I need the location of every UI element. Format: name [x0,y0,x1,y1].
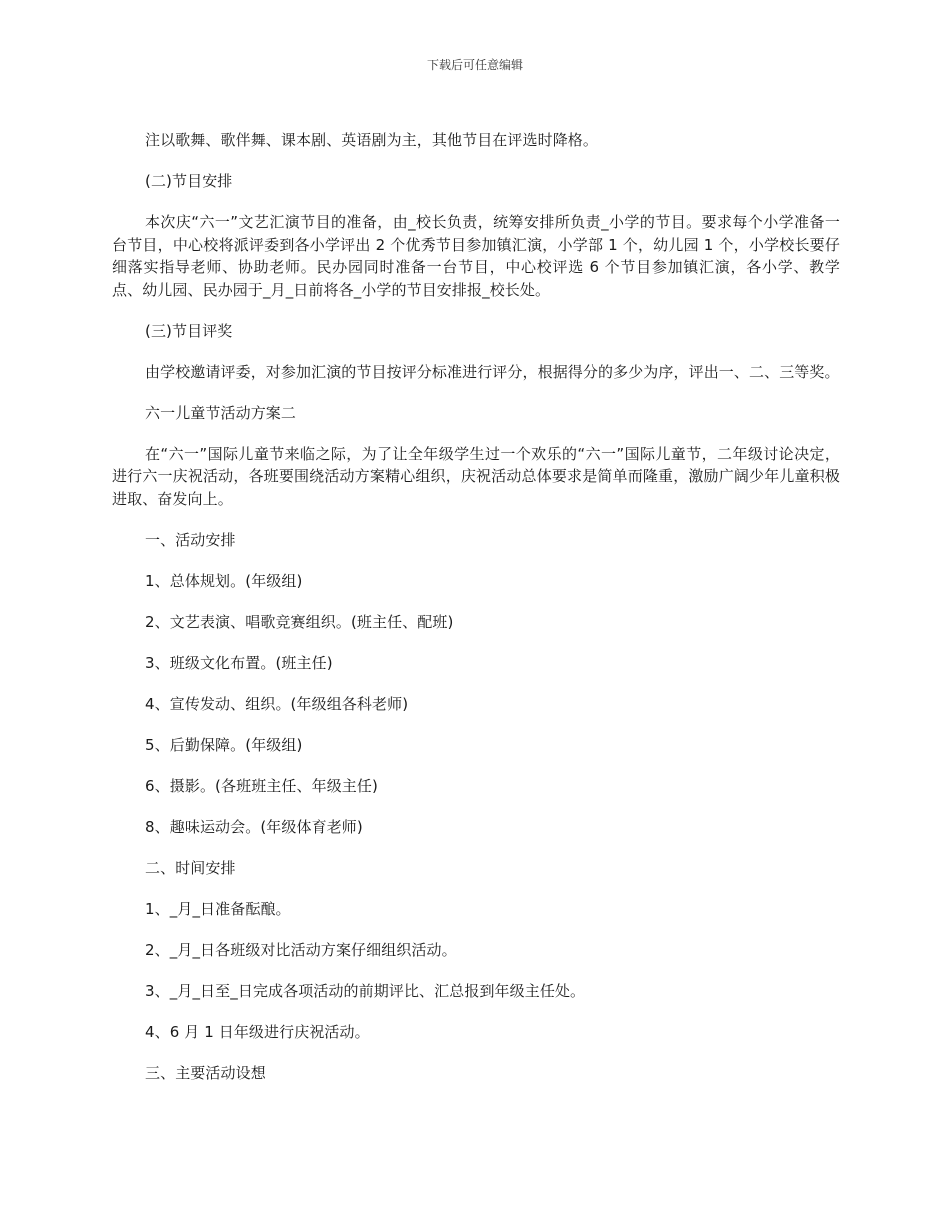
page-header: 下载后可任意编辑 [426,58,523,72]
section-heading: (二)节目安排 [145,172,233,190]
list-item: 2、文艺表演、唱歌竞赛组织。(班主任、配班) [145,612,454,631]
list-item: 5、后勤保障。(年级组) [145,735,303,754]
section-heading: 一、活动安排 [145,530,236,549]
section-heading: 三、主要活动设想 [145,1063,266,1082]
list-item: 2、_月_日各班级对比活动方案仔细组织活动。 [145,940,457,959]
list-item: 3、班级文化布置。(班主任) [145,653,333,672]
paragraph: 在“六一”国际儿童节来临之际，为了让全年级学生过一个欢乐的“六一”国际儿童节，二年级讨论决定，进行六一庆祝活动，各班要围绕活动方案精心组织，庆祝活动总体要求是简单而隆重，激励广阔少年儿童积极进取、奋发向上。 [112,444,840,508]
paragraph: 本次庆“六一”文艺汇演节目的准备，由_校长负责，统筹安排所负责_小学的节目。要求每个小学准备一台节目，中心校将派评委到各小学评出 2 个优秀节目参加镇汇演，小学部 1 个，幼儿园 1 个，小学校长要仔细落实指导老师、协助老师。民办园同时准备一台节目，中心校评选 6 个节目参加镇汇演，各小学、教学点、幼儿园、民办园于_月_日前将各_小学的节目安排报_校长处。 [112,213,840,299]
paragraph: 注以歌舞、歌伴舞、课本剧、英语剧为主，其他节目在评选时降格。 [145,131,599,149]
list-item: 8、趣味运动会。(年级体育老师) [145,817,363,836]
list-item: 4、宣传发动、组织。(年级组各科老师) [145,694,409,713]
list-item: 4、6 月 1 日年级进行庆祝活动。 [145,1022,370,1041]
list-item: 1、总体规划。(年级组) [145,571,303,590]
section-heading: 二、时间安排 [145,858,236,877]
document-body [112,129,840,1103]
list-item: 1、_月_日准备酝酿。 [145,899,291,918]
section-heading: (三)节目评奖 [145,321,233,340]
paragraph: 由学校邀请评委，对参加汇演的节目按评分标准进行评分，根据得分的多少为序，评出一、二、三等奖。 [145,362,840,381]
list-item: 3、_月_日至_日完成各项活动的前期评比、汇总报到年级主任处。 [145,981,586,1000]
list-item: 6、摄影。(各班班主任、年级主任) [145,776,378,795]
document-subtitle: 六一儿童节活动方案二 [145,403,297,422]
